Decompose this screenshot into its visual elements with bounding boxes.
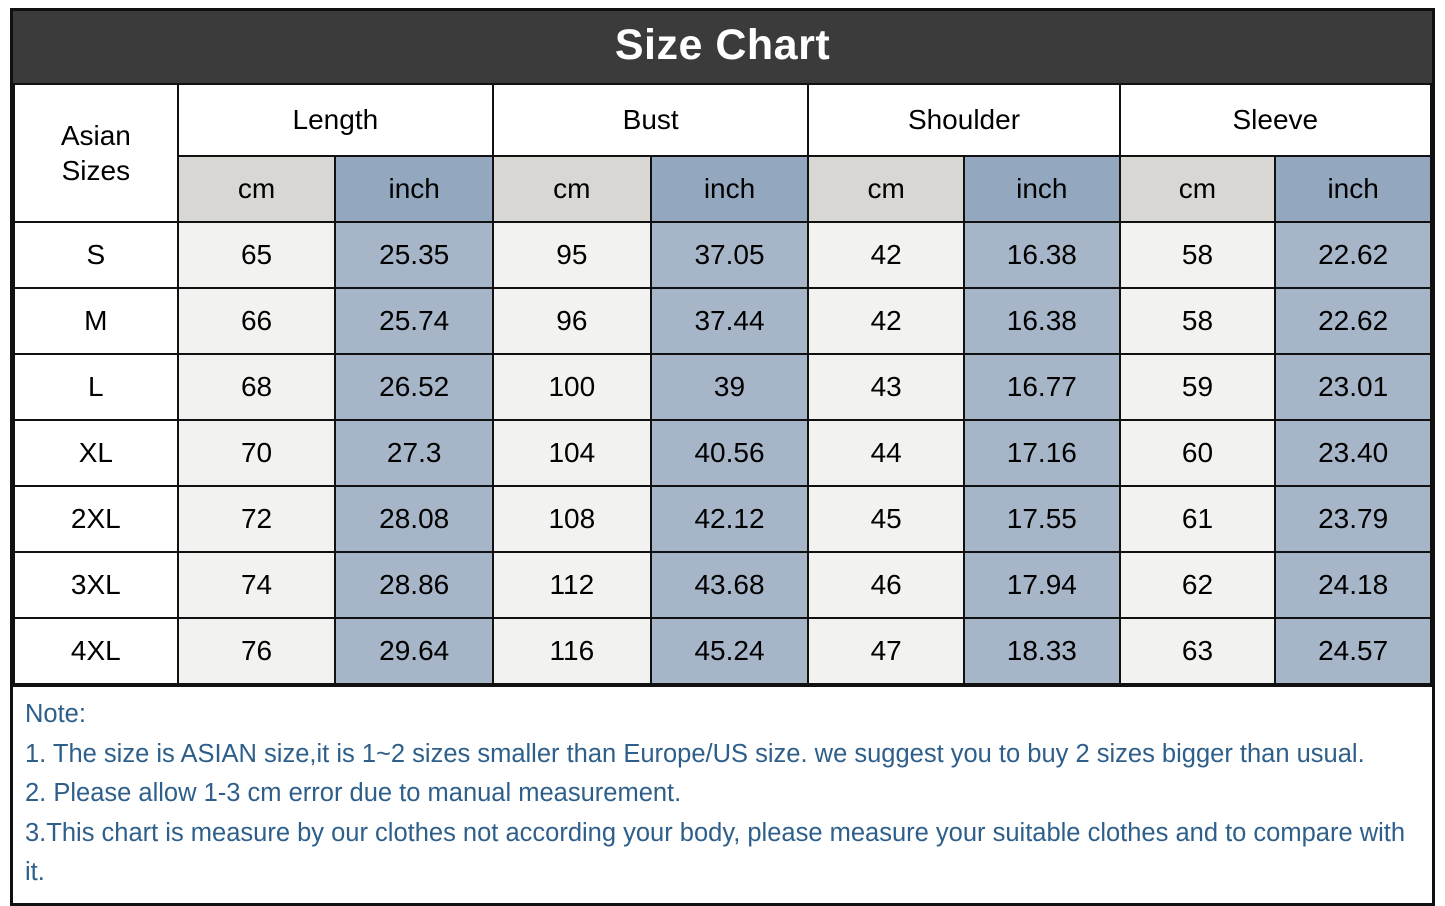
cell-shoulder-cm: 45 xyxy=(808,486,964,552)
cell-sleeve-inch: 23.79 xyxy=(1275,486,1431,552)
cell-bust-inch: 43.68 xyxy=(651,552,809,618)
cell-length-inch: 27.3 xyxy=(335,420,493,486)
cell-sleeve-inch: 23.40 xyxy=(1275,420,1431,486)
note-section xyxy=(13,685,1432,903)
row-size-label: S xyxy=(14,222,178,288)
cell-bust-cm: 95 xyxy=(493,222,651,288)
cell-sleeve-inch: 22.62 xyxy=(1275,222,1431,288)
cell-length-inch: 28.08 xyxy=(335,486,493,552)
cell-sleeve-cm: 63 xyxy=(1120,618,1276,684)
table-row xyxy=(14,222,1431,288)
cell-length-cm: 70 xyxy=(178,420,336,486)
cell-sleeve-inch: 24.18 xyxy=(1275,552,1431,618)
cell-sleeve-inch: 23.01 xyxy=(1275,354,1431,420)
note-line-3: 3.This chart is measure by our clothes not according your body, please measure your suitable clothes and to compare with it. xyxy=(25,818,1406,887)
cell-bust-cm: 108 xyxy=(493,486,651,552)
column-group-bust: Bust xyxy=(493,84,808,156)
unit-header-length-inch: inch xyxy=(335,156,493,222)
unit-header-bust-inch: inch xyxy=(651,156,809,222)
cell-bust-inch: 45.24 xyxy=(651,618,809,684)
size-chart-table xyxy=(13,83,1432,685)
cell-shoulder-inch: 16.38 xyxy=(964,222,1120,288)
table-row xyxy=(14,420,1431,486)
table-row xyxy=(14,486,1431,552)
cell-shoulder-inch: 16.38 xyxy=(964,288,1120,354)
table-row xyxy=(14,552,1431,618)
cell-shoulder-cm: 47 xyxy=(808,618,964,684)
cell-length-inch: 29.64 xyxy=(335,618,493,684)
page-title: Size Chart xyxy=(13,11,1432,83)
table-header-units xyxy=(14,156,1431,222)
note-line-1: 1. The size is ASIAN size,it is 1~2 sizes smaller than Europe/US size. we suggest you to buy 2 sizes bigger than usual. xyxy=(25,739,1365,768)
cell-sleeve-cm: 59 xyxy=(1120,354,1276,420)
cell-length-cm: 68 xyxy=(178,354,336,420)
unit-header-sleeve-cm: cm xyxy=(1120,156,1276,222)
cell-length-cm: 66 xyxy=(178,288,336,354)
cell-length-inch: 25.35 xyxy=(335,222,493,288)
row-size-label: 3XL xyxy=(14,552,178,618)
table-row xyxy=(14,354,1431,420)
cell-shoulder-cm: 44 xyxy=(808,420,964,486)
table-row xyxy=(14,618,1431,684)
cell-shoulder-cm: 43 xyxy=(808,354,964,420)
cell-bust-inch: 39 xyxy=(651,354,809,420)
note-line-2: 2. Please allow 1-3 cm error due to manual measurement. xyxy=(25,779,682,808)
cell-shoulder-inch: 18.33 xyxy=(964,618,1120,684)
cell-sleeve-cm: 58 xyxy=(1120,222,1276,288)
cell-length-cm: 65 xyxy=(178,222,336,288)
unit-header-shoulder-cm: cm xyxy=(808,156,964,222)
cell-bust-cm: 96 xyxy=(493,288,651,354)
cell-shoulder-cm: 42 xyxy=(808,288,964,354)
cell-shoulder-inch: 17.94 xyxy=(964,552,1120,618)
row-size-label: M xyxy=(14,288,178,354)
cell-shoulder-inch: 17.55 xyxy=(964,486,1120,552)
cell-shoulder-inch: 17.16 xyxy=(964,420,1120,486)
cell-length-cm: 72 xyxy=(178,486,336,552)
table-row xyxy=(14,288,1431,354)
unit-header-sleeve-inch: inch xyxy=(1275,156,1431,222)
note-heading: Note: xyxy=(25,700,86,728)
size-chart-container xyxy=(10,8,1435,906)
cell-bust-cm: 100 xyxy=(493,354,651,420)
column-group-shoulder: Shoulder xyxy=(808,84,1119,156)
corner-label-line1: Asian xyxy=(60,120,131,151)
unit-header-bust-cm: cm xyxy=(493,156,651,222)
cell-length-inch: 26.52 xyxy=(335,354,493,420)
row-size-label: L xyxy=(14,354,178,420)
cell-sleeve-inch: 24.57 xyxy=(1275,618,1431,684)
row-size-label: 4XL xyxy=(14,618,178,684)
cell-bust-cm: 116 xyxy=(493,618,651,684)
cell-shoulder-cm: 42 xyxy=(808,222,964,288)
unit-header-shoulder-inch: inch xyxy=(964,156,1120,222)
corner-label-line2: Sizes xyxy=(61,155,131,186)
cell-length-cm: 74 xyxy=(178,552,336,618)
cell-bust-inch: 40.56 xyxy=(651,420,809,486)
cell-shoulder-cm: 46 xyxy=(808,552,964,618)
cell-bust-inch: 37.05 xyxy=(651,222,809,288)
cell-sleeve-cm: 60 xyxy=(1120,420,1276,486)
cell-shoulder-inch: 16.77 xyxy=(964,354,1120,420)
cell-sleeve-cm: 58 xyxy=(1120,288,1276,354)
cell-sleeve-cm: 62 xyxy=(1120,552,1276,618)
cell-sleeve-inch: 22.62 xyxy=(1275,288,1431,354)
cell-bust-inch: 37.44 xyxy=(651,288,809,354)
unit-header-length-cm: cm xyxy=(178,156,336,222)
cell-bust-cm: 112 xyxy=(493,552,651,618)
cell-length-inch: 28.86 xyxy=(335,552,493,618)
cell-bust-inch: 42.12 xyxy=(651,486,809,552)
corner-header xyxy=(14,84,178,222)
cell-bust-cm: 104 xyxy=(493,420,651,486)
column-group-sleeve: Sleeve xyxy=(1120,84,1431,156)
cell-sleeve-cm: 61 xyxy=(1120,486,1276,552)
column-group-length: Length xyxy=(178,84,493,156)
row-size-label: XL xyxy=(14,420,178,486)
table-header-groups xyxy=(14,84,1431,156)
cell-length-inch: 25.74 xyxy=(335,288,493,354)
cell-length-cm: 76 xyxy=(178,618,336,684)
row-size-label: 2XL xyxy=(14,486,178,552)
